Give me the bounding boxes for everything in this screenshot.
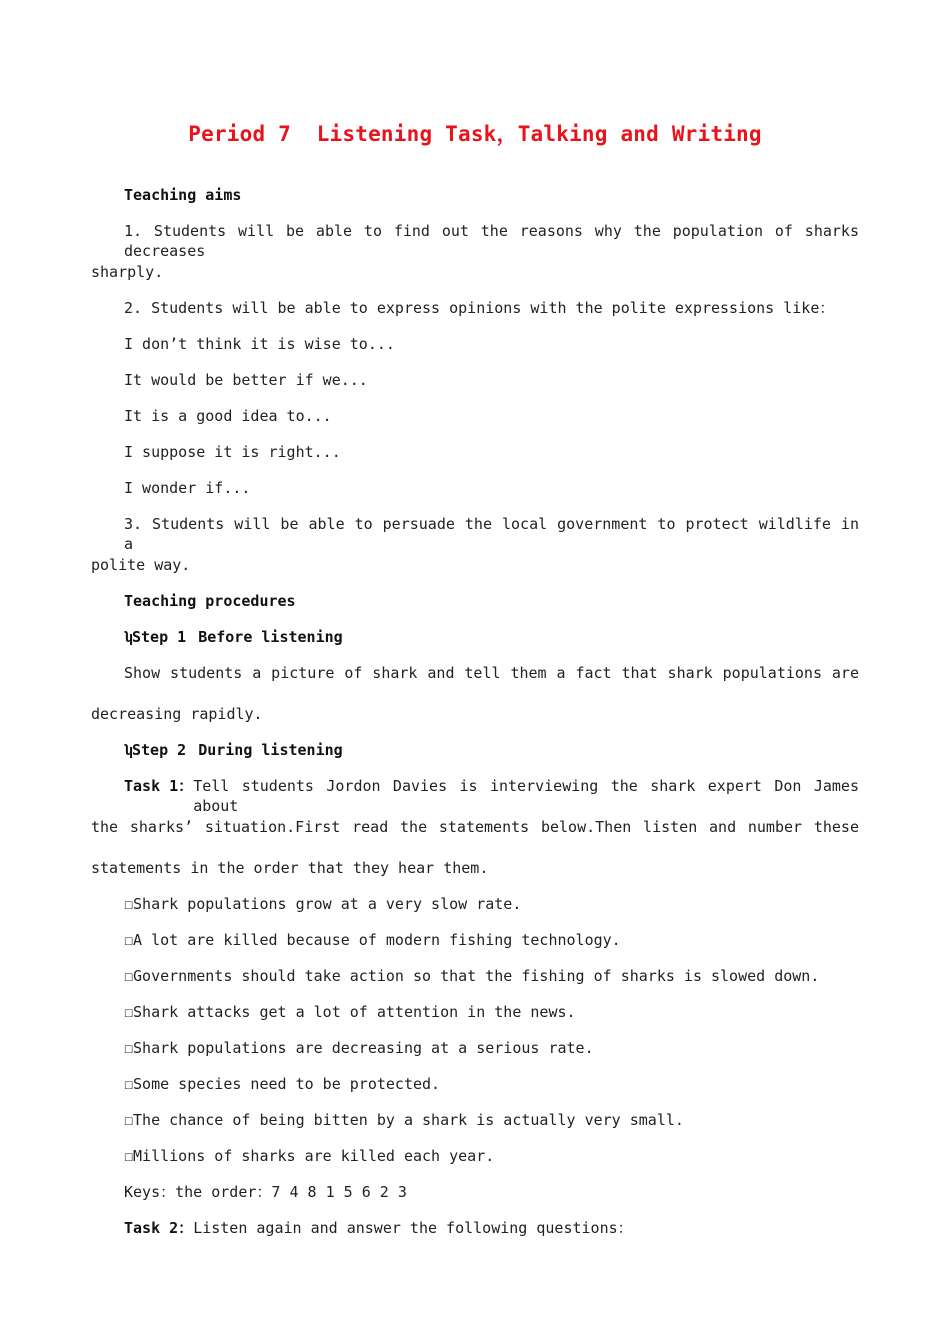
step-2-label: Step 2 [132, 741, 187, 759]
step-marker-icon: ʮ [124, 630, 133, 646]
statement-text: Shark populations are decreasing at a serious rate. [133, 1039, 594, 1057]
checkbox-icon: ☐ [124, 895, 134, 913]
aim-2: 2. Students will be able to express opinions with the polite expressions like： [124, 299, 835, 317]
expression-3: It is a good idea to... [124, 407, 332, 425]
expression-4: I suppose it is right... [124, 443, 341, 461]
step-2-heading [124, 740, 343, 761]
step-1-label: Step 1 [132, 628, 187, 646]
expression-5: I wonder if... [124, 479, 251, 497]
answer-keys: Keys：the order：7 4 8 1 5 6 2 3 [124, 1183, 407, 1201]
task-2-line [124, 1218, 633, 1238]
checkbox-icon: ☐ [124, 1003, 134, 1021]
aim-3-line-2: polite way. [91, 556, 191, 574]
step-1-heading [124, 627, 343, 648]
statement-item [124, 966, 819, 986]
task-2-label: Task 2： [124, 1219, 194, 1237]
statement-item [124, 1110, 684, 1130]
step-1-text-line-1: Show students a picture of shark and tell them a fact that shark populations are [124, 664, 859, 682]
aim-3-line-1: 3. Students will be able to persuade the local government to protect wildlife in a [124, 515, 859, 553]
step-2-title: During listening [198, 741, 343, 759]
task-1-label: Task 1： [124, 777, 194, 795]
task-1-text-line-2: the sharks’ situation.First read the statements below.Then listen and number these [91, 818, 859, 836]
teaching-aims-heading: Teaching aims [124, 186, 242, 204]
statement-text: A lot are killed because of modern fishing technology. [133, 931, 621, 949]
statement-text: Shark attacks get a lot of attention in the news. [133, 1003, 576, 1021]
statement-text: Governments should take action so that the fishing of sharks is slowed down. [133, 967, 820, 985]
aim-1-line-2: sharply. [91, 263, 164, 281]
statement-text: Millions of sharks are killed each year. [133, 1147, 495, 1165]
statement-text: The chance of being bitten by a shark is actually very small. [133, 1111, 684, 1129]
statement-text: Some species need to be protected. [133, 1075, 441, 1093]
statement-item [124, 1074, 440, 1094]
expression-1: I don’t think it is wise to... [124, 335, 395, 353]
aim-1-line-1: 1. Students will be able to find out the reasons why the population of sharks decreases [124, 222, 859, 260]
task-1-text-line-3: statements in the order that they hear them. [91, 859, 489, 877]
expression-2: It would be better if we... [124, 371, 368, 389]
step-1-text-line-2: decreasing rapidly. [91, 705, 263, 723]
step-1-title: Before listening [198, 628, 343, 646]
statement-item [124, 1002, 576, 1022]
task-2-text: Listen again and answer the following questions： [193, 1219, 633, 1237]
checkbox-icon: ☐ [124, 1111, 134, 1129]
statement-text: Shark populations grow at a very slow rate. [133, 895, 522, 913]
teaching-procedures-heading: Teaching procedures [124, 592, 296, 610]
statement-item [124, 894, 521, 914]
statement-item [124, 1038, 594, 1058]
checkbox-icon: ☐ [124, 1075, 134, 1093]
task-1-line-1 [124, 776, 859, 816]
checkbox-icon: ☐ [124, 1039, 134, 1057]
checkbox-icon: ☐ [124, 931, 134, 949]
statement-item [124, 930, 621, 950]
checkbox-icon: ☐ [124, 967, 134, 985]
step-marker-icon: ʮ [124, 743, 133, 759]
task-1-text-line-1: Tell students Jordon Davies is interviewing the shark expert Don James about [193, 777, 859, 815]
checkbox-icon: ☐ [124, 1147, 134, 1165]
page-title: Period 7 Listening Task，Talking and Writing [188, 122, 762, 146]
statement-item [124, 1146, 494, 1166]
